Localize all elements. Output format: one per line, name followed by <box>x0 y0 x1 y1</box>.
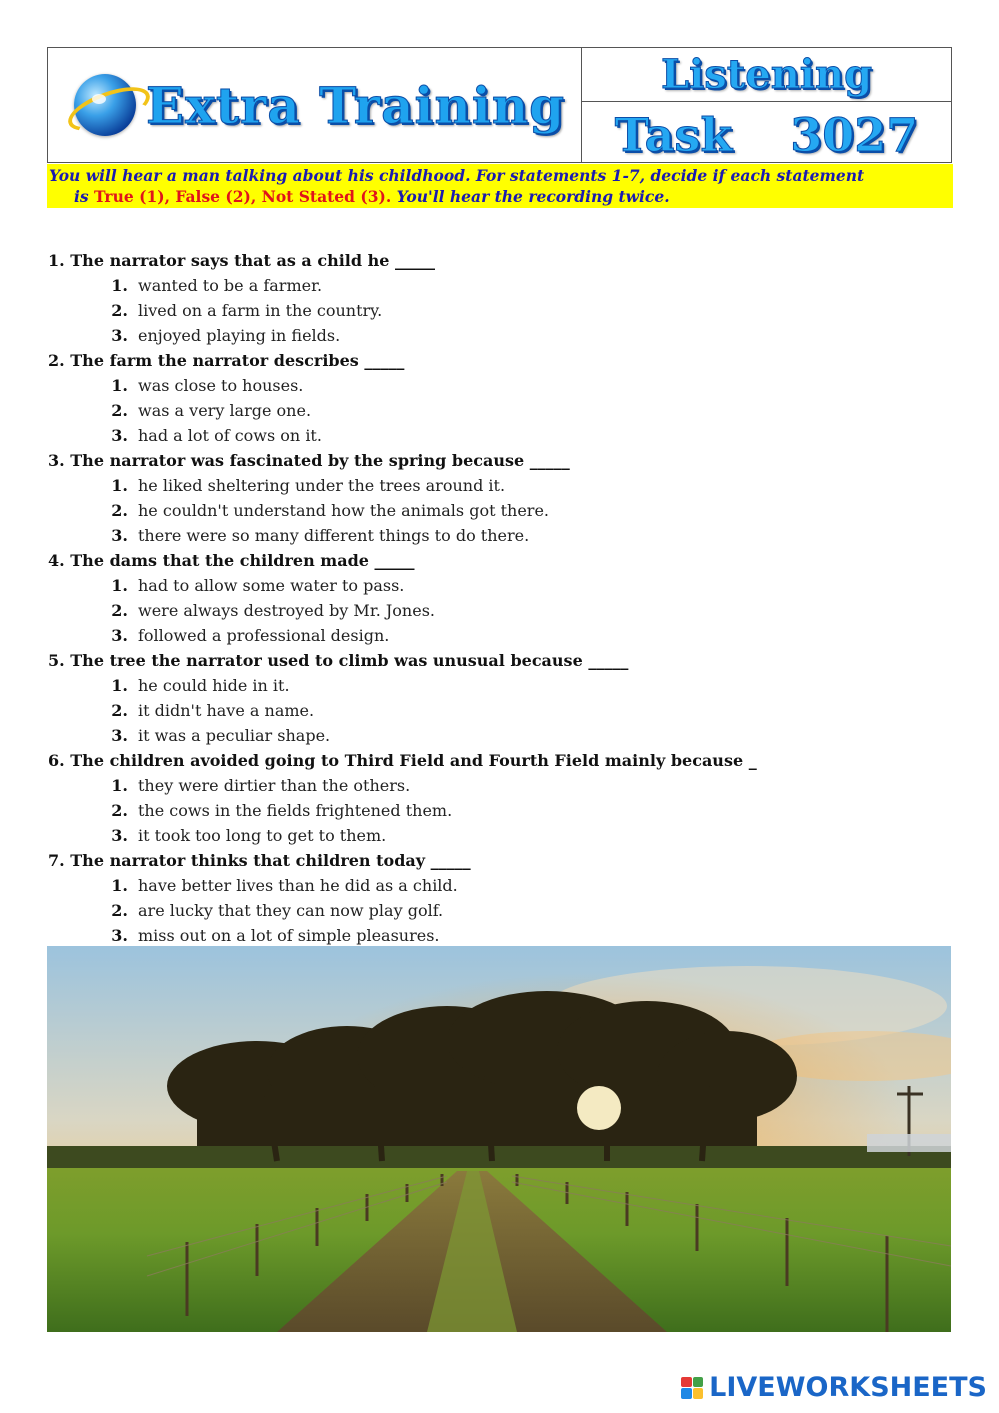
answer-option <box>48 423 953 448</box>
option-text: the cows in the fields frightened them. <box>138 801 453 820</box>
sunset-farm-road-image <box>47 946 951 1332</box>
answer-option <box>48 898 953 923</box>
answer-option <box>48 473 953 498</box>
option-number: 1. <box>111 476 128 495</box>
option-number: 2. <box>111 301 128 320</box>
task-cell <box>582 48 951 162</box>
option-number: 1. <box>111 276 128 295</box>
answer-option <box>48 798 953 823</box>
answer-option <box>48 723 953 748</box>
instructions-line-1: You will hear a man talking about his childhood. For statements 1-7, decide if each statement <box>49 166 865 185</box>
option-text: miss out on a lot of simple pleasures. <box>138 926 440 945</box>
option-number: 3. <box>111 826 128 845</box>
answer-option <box>48 823 953 848</box>
worksheet-header <box>47 47 952 163</box>
option-text: were always destroyed by Mr. Jones. <box>138 601 435 620</box>
liveworksheets-logo-icon <box>681 1377 703 1399</box>
answer-option <box>48 698 953 723</box>
logo-square-4 <box>693 1388 704 1399</box>
option-text: he couldn't understand how the animals got there. <box>138 501 550 520</box>
option-text: followed a professional design. <box>138 626 390 645</box>
answer-option <box>48 298 953 323</box>
answer-option <box>48 673 953 698</box>
question-stem: 4. The dams that the children made _____ <box>48 551 415 570</box>
option-number: 1. <box>111 676 128 695</box>
option-text: it took too long to get to them. <box>138 826 387 845</box>
option-number: 2. <box>111 401 128 420</box>
skill-label: Listening <box>582 48 951 102</box>
answer-option <box>48 923 953 948</box>
option-text: it didn't have a name. <box>138 701 315 720</box>
option-text: there were so many different things to do there. <box>138 526 530 545</box>
question-stem: 3. The narrator was fascinated by the spring because _____ <box>48 451 570 470</box>
option-text: wanted to be a farmer. <box>138 276 323 295</box>
option-number: 3. <box>111 726 128 745</box>
question-list <box>48 248 953 948</box>
question-stem: 5. The tree the narrator used to climb was unusual because _____ <box>48 651 629 670</box>
logo-square-3 <box>681 1388 692 1399</box>
question-stem: 2. The farm the narrator describes _____ <box>48 351 405 370</box>
answer-option <box>48 498 953 523</box>
answer-option <box>48 523 953 548</box>
logo-square-1 <box>681 1377 692 1388</box>
answer-option <box>48 623 953 648</box>
option-number: 3. <box>111 926 128 945</box>
task-id <box>582 102 951 162</box>
logo-square-2 <box>693 1377 704 1388</box>
question-stem: 6. The children avoided going to Third Field and Fourth Field mainly because _ <box>48 751 757 770</box>
option-number: 3. <box>111 326 128 345</box>
option-number: 1. <box>111 376 128 395</box>
liveworksheets-wordmark: LIVEWORKSHEETS <box>709 1372 987 1403</box>
option-text: he could hide in it. <box>138 676 290 695</box>
option-number: 2. <box>111 901 128 920</box>
option-text: are lucky that they can now play golf. <box>138 901 444 920</box>
option-text: lived on a farm in the country. <box>138 301 383 320</box>
answer-option <box>48 573 953 598</box>
brand-cell <box>48 48 582 162</box>
instructions-suffix: You'll hear the recording twice. <box>391 187 670 206</box>
option-text: enjoyed playing in fields. <box>138 326 341 345</box>
answer-option <box>48 773 953 798</box>
question-stem: 7. The narrator thinks that children today _____ <box>48 851 471 870</box>
answer-option <box>48 323 953 348</box>
answer-option <box>48 373 953 398</box>
option-number: 2. <box>111 601 128 620</box>
countryside-photo <box>47 946 951 1332</box>
option-text: had to allow some water to pass. <box>138 576 405 595</box>
option-number: 2. <box>111 501 128 520</box>
option-text: it was a peculiar shape. <box>138 726 331 745</box>
answer-options-key: True (1), False (2), Not Stated (3). <box>94 187 392 206</box>
answer-option <box>48 598 953 623</box>
option-text: have better lives than he did as a child. <box>138 876 458 895</box>
option-number: 3. <box>111 526 128 545</box>
option-text: was a very large one. <box>138 401 312 420</box>
option-number: 1. <box>111 876 128 895</box>
option-text: he liked sheltering under the trees around it. <box>138 476 506 495</box>
question-stem: 1. The narrator says that as a child he _____ <box>48 251 436 270</box>
instructions-banner <box>47 164 953 208</box>
option-number: 1. <box>111 776 128 795</box>
globe-logo-icon <box>74 74 136 136</box>
option-number: 3. <box>111 626 128 645</box>
option-number: 3. <box>111 426 128 445</box>
option-text: had a lot of cows on it. <box>138 426 322 445</box>
task-number: 3027 <box>790 108 919 162</box>
option-text: they were dirtier than the others. <box>138 776 411 795</box>
option-number: 2. <box>111 701 128 720</box>
liveworksheets-footer[interactable] <box>681 1372 987 1403</box>
option-number: 2. <box>111 801 128 820</box>
instructions-prefix: is <box>74 187 95 206</box>
brand-title: Extra Training <box>146 75 566 135</box>
answer-option <box>48 398 953 423</box>
answer-option <box>48 273 953 298</box>
instructions-line-2 <box>49 186 953 207</box>
option-number: 1. <box>111 576 128 595</box>
answer-option <box>48 873 953 898</box>
task-label: Task <box>614 108 733 162</box>
option-text: was close to houses. <box>138 376 304 395</box>
